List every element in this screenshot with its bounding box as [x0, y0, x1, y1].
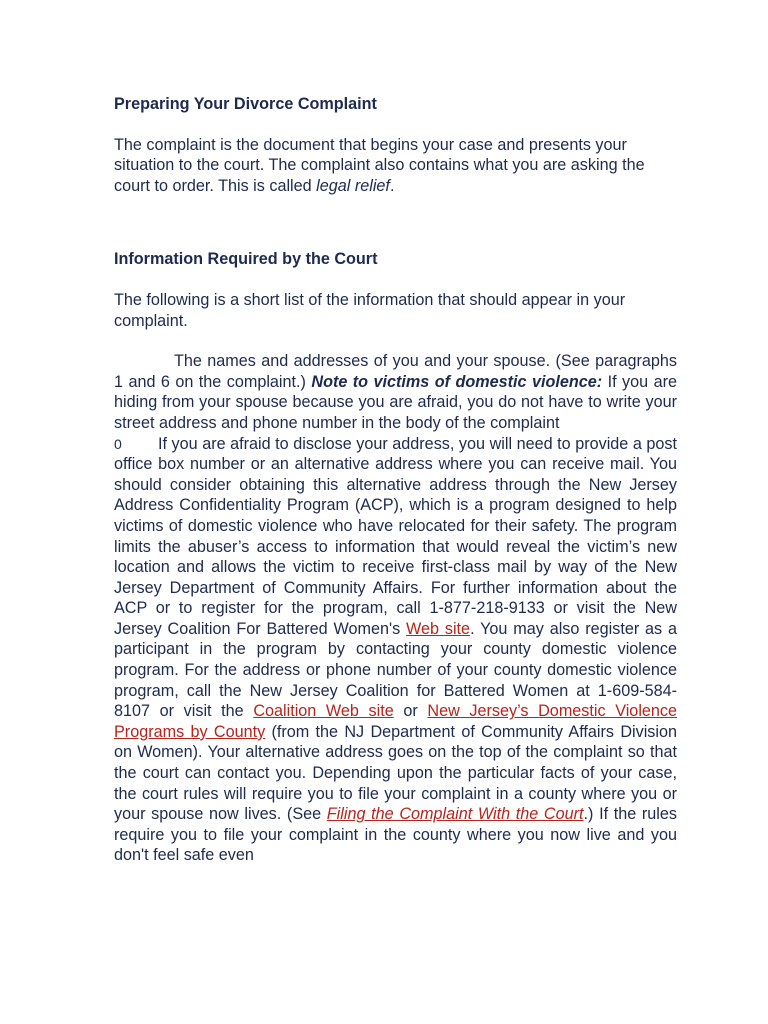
text-segment: If you are afraid to disclose your address, you will need to provide a post office box number or an alternative address where you can receive mail. You should consider obtaining this alternative address through the New Jersey Address Confidentiality Program (ACP), which is a program designed to help victims of domestic violence who have relocated for their safety. The program limits the abuser’s access to information that would reveal the victim’s new location and allows the victim to receive first-class mail by way of the New Jersey Department of Community Affairs. For further information about the ACP or to register for the program, call 1-877-218-9133 or visit the New Jersey Coalition For Battered Women's	[114, 434, 677, 638]
text-segment: The complaint is the document that begins your case and presents your situation to the court. The complaint also contains what you are asking the court to order. This is called	[114, 135, 645, 195]
text-segment: . You may also register as a participant in the program by contacting your county domestic violence program. For the address or phone number of your county domestic violence program, call the New Jersey Coalition for Battered Women at 1-609-584-8107 or visit the	[114, 619, 677, 721]
list-item-disclose-address	[114, 434, 677, 866]
list-bullet: 0	[114, 435, 122, 452]
paragraph-short-list: The following is a short list of the information that should appear in your complaint.	[114, 290, 626, 330]
text-segment: .	[389, 176, 395, 195]
document-page	[114, 94, 677, 866]
heading-preparing-complaint: Preparing Your Divorce Complaint	[114, 95, 377, 113]
text-segment: The names and addresses of you and your spouse. (See paragraphs 1 and 6 on the complaint.)	[114, 352, 677, 391]
paragraph-complaint-intro	[114, 135, 677, 197]
list-item-names-addresses	[114, 351, 677, 433]
text-segment: (from the NJ Department of Community Affairs Division on Women). Your alternative address goes on the top of the complaint so that the court can contact you. Depending upon the particular facts of your case, the court rules will require you to file your complaint in a county where you or your spouse now lives. (See	[114, 722, 677, 824]
note-domestic-violence: Note to victims of domestic violence:	[311, 372, 603, 391]
heading-information-required: Information Required by the Court	[114, 250, 378, 269]
nj-dv-programs-link[interactable]: New Jersey’s Domestic Violence Programs by County	[114, 702, 678, 741]
text-segment: .) If the rules require you to file your complaint in the county where you now live and you don't feel safe even	[114, 805, 677, 865]
web-site-link[interactable]: Web site	[406, 619, 471, 638]
legal-relief-term: legal relief	[316, 176, 390, 195]
filing-complaint-link[interactable]: Filing the Complaint With the Court	[326, 805, 584, 824]
coalition-web-site-link[interactable]: Coalition Web site	[253, 702, 394, 721]
text-segment: If you are hiding from your spouse because you are afraid, you do not have to write your street address and phone number in the body of the complaint	[114, 372, 678, 432]
text-segment: or	[393, 702, 428, 721]
